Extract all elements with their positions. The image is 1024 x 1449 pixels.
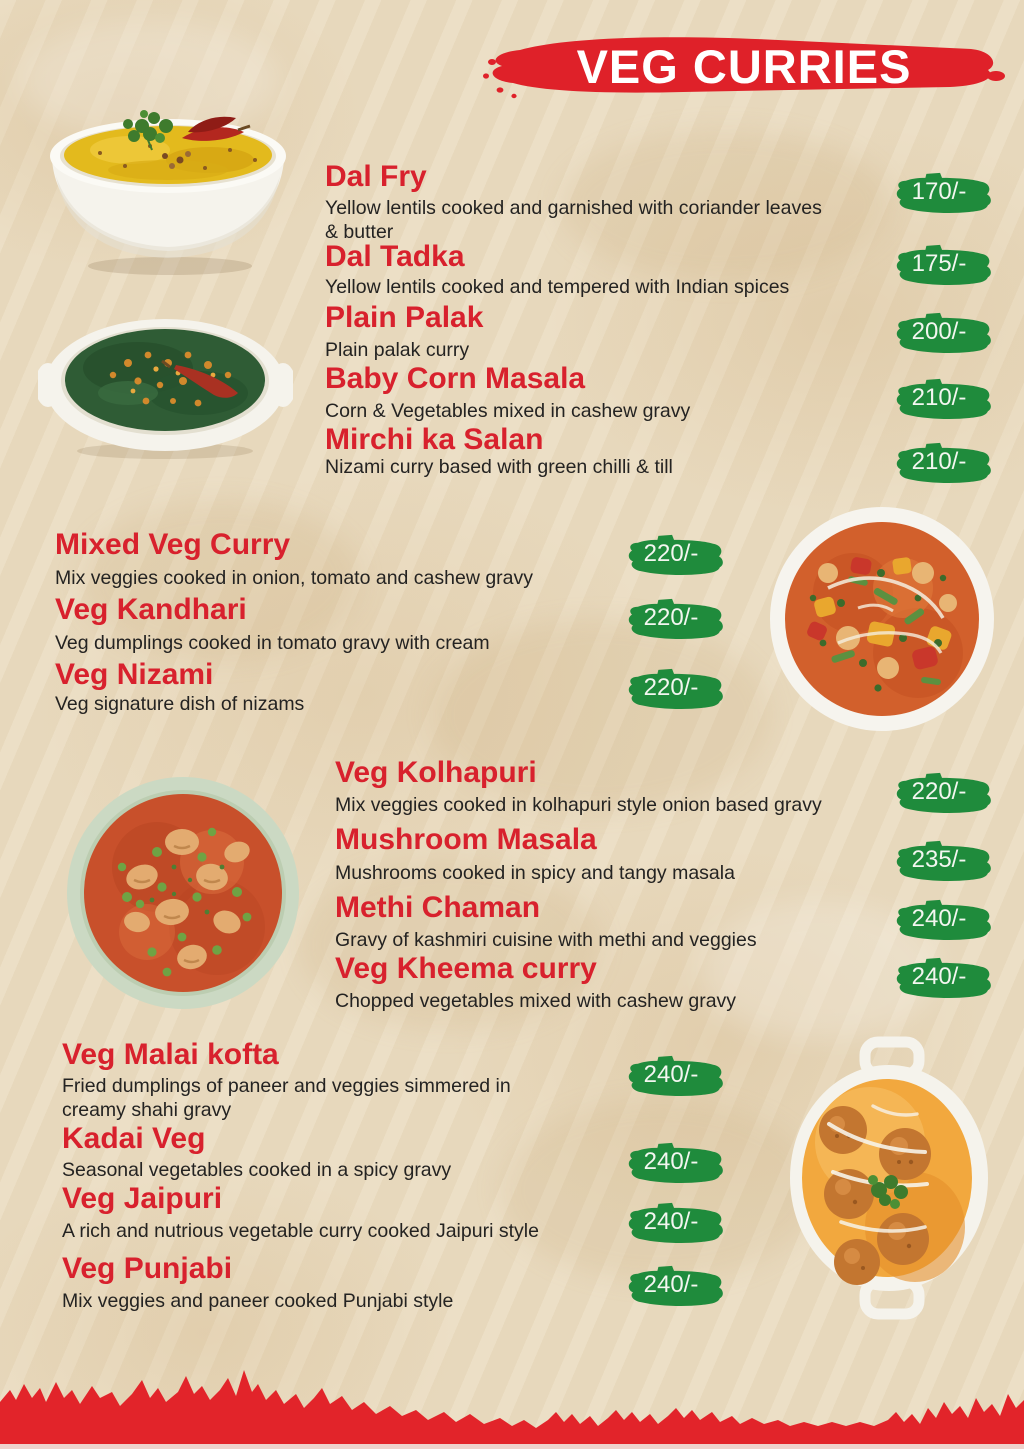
menu-item-title-veg-kolhapuri: Veg Kolhapuri	[335, 756, 537, 789]
dal-fry-photo	[30, 98, 305, 283]
menu-item-desc-mirchi-ka-salan: Nizami curry based with green chilli & till	[325, 456, 673, 478]
menu-item-title-veg-punjabi: Veg Punjabi	[62, 1252, 233, 1285]
price-badge-kadai-veg: 240/-	[624, 1140, 726, 1183]
menu-item-title-mirchi-ka-salan: Mirchi ka Salan	[325, 423, 544, 456]
menu-item-desc-veg-kolhapuri: Mix veggies cooked in kolhapuri style onion based gravy	[335, 794, 822, 816]
menu-item-title-methi-chaman: Methi Chaman	[335, 891, 541, 924]
menu-item-desc-mixed-veg-curry: Mix veggies cooked in onion, tomato and cashew gravy	[55, 567, 534, 589]
menu-item-title-dal-tadka: Dal Tadka	[325, 240, 465, 273]
menu-item-title-dal-fry: Dal Fry	[325, 160, 427, 193]
menu-item-title-veg-malai-kofta: Veg Malai kofta	[62, 1038, 279, 1071]
menu-item-title-veg-nizami: Veg Nizami	[55, 658, 214, 691]
price-badge-mixed-veg-curry: 220/-	[624, 532, 726, 575]
menu-item-desc-methi-chaman: Gravy of kashmiri cuisine with methi and veggies	[335, 929, 757, 951]
menu-item-desc-veg-nizami: Veg signature dish of nizams	[55, 693, 305, 715]
menu-item-desc-veg-jaipuri: A rich and nutrious vegetable curry cooked Jaipuri style	[62, 1220, 539, 1242]
menu-item-title-baby-corn-masala: Baby Corn Masala	[325, 362, 586, 395]
page-bottom-edge	[0, 1444, 1024, 1449]
section-header-banner	[478, 24, 1010, 110]
menu-item-desc-veg-malai-kofta: Fried dumplings of paneer and veggies simmered in creamy shahi gravy	[62, 1075, 511, 1121]
price-badge-veg-kheema-curry: 240/-	[892, 955, 994, 998]
price-badge-dal-tadka: 175/-	[892, 242, 994, 285]
malai-kofta-photo	[775, 1032, 1005, 1324]
mushroom-masala-photo	[62, 772, 305, 1015]
price-badge-veg-nizami: 220/-	[624, 666, 726, 709]
menu-item-title-plain-palak: Plain Palak	[325, 301, 484, 334]
palak-curry-photo	[38, 293, 293, 463]
menu-item-title-mushroom-masala: Mushroom Masala	[335, 823, 597, 856]
menu-item-desc-veg-punjabi: Mix veggies and paneer cooked Punjabi style	[62, 1290, 454, 1312]
menu-item-desc-plain-palak: Plain palak curry	[325, 339, 470, 361]
menu-item-title-veg-jaipuri: Veg Jaipuri	[62, 1182, 223, 1215]
menu-item-title-veg-kandhari: Veg Kandhari	[55, 593, 247, 626]
price-badge-veg-punjabi: 240/-	[624, 1263, 726, 1306]
price-badge-dal-fry: 170/-	[892, 170, 994, 213]
price-badge-veg-jaipuri: 240/-	[624, 1200, 726, 1243]
menu-item-desc-dal-tadka: Yellow lentils cooked and tempered with Indian spices	[325, 276, 790, 298]
menu-item-title-kadai-veg: Kadai Veg	[62, 1122, 206, 1155]
menu-item-desc-dal-fry: Yellow lentils cooked and garnished with coriander leaves & butter	[325, 197, 822, 243]
menu-item-desc-mushroom-masala: Mushrooms cooked in spicy and tangy masala	[335, 862, 735, 884]
price-badge-mirchi-ka-salan: 210/-	[892, 440, 994, 483]
menu-item-title-veg-kheema-curry: Veg Kheema curry	[335, 952, 597, 985]
price-badge-methi-chaman: 240/-	[892, 897, 994, 940]
bottom-torn-edge	[0, 1364, 1024, 1449]
mixed-veg-curry-photo	[753, 503, 1011, 735]
menu-item-title-mixed-veg-curry: Mixed Veg Curry	[55, 528, 291, 561]
menu-item-desc-baby-corn-masala: Corn & Vegetables mixed in cashew gravy	[325, 400, 691, 422]
price-badge-plain-palak: 200/-	[892, 310, 994, 353]
paper-stain	[500, 1100, 820, 1280]
page-title: VEG CURRIES	[576, 39, 912, 93]
menu-item-desc-kadai-veg: Seasonal vegetables cooked in a spicy gravy	[62, 1159, 452, 1181]
price-badge-baby-corn-masala: 210/-	[892, 376, 994, 419]
menu-item-desc-veg-kandhari: Veg dumplings cooked in tomato gravy with cream	[55, 632, 490, 654]
price-badge-veg-malai-kofta: 240/-	[624, 1053, 726, 1096]
price-badge-veg-kolhapuri: 220/-	[892, 770, 994, 813]
price-badge-veg-kandhari: 220/-	[624, 596, 726, 639]
menu-item-desc-veg-kheema-curry: Chopped vegetables mixed with cashew gravy	[335, 990, 737, 1012]
price-badge-mushroom-masala: 235/-	[892, 838, 994, 881]
